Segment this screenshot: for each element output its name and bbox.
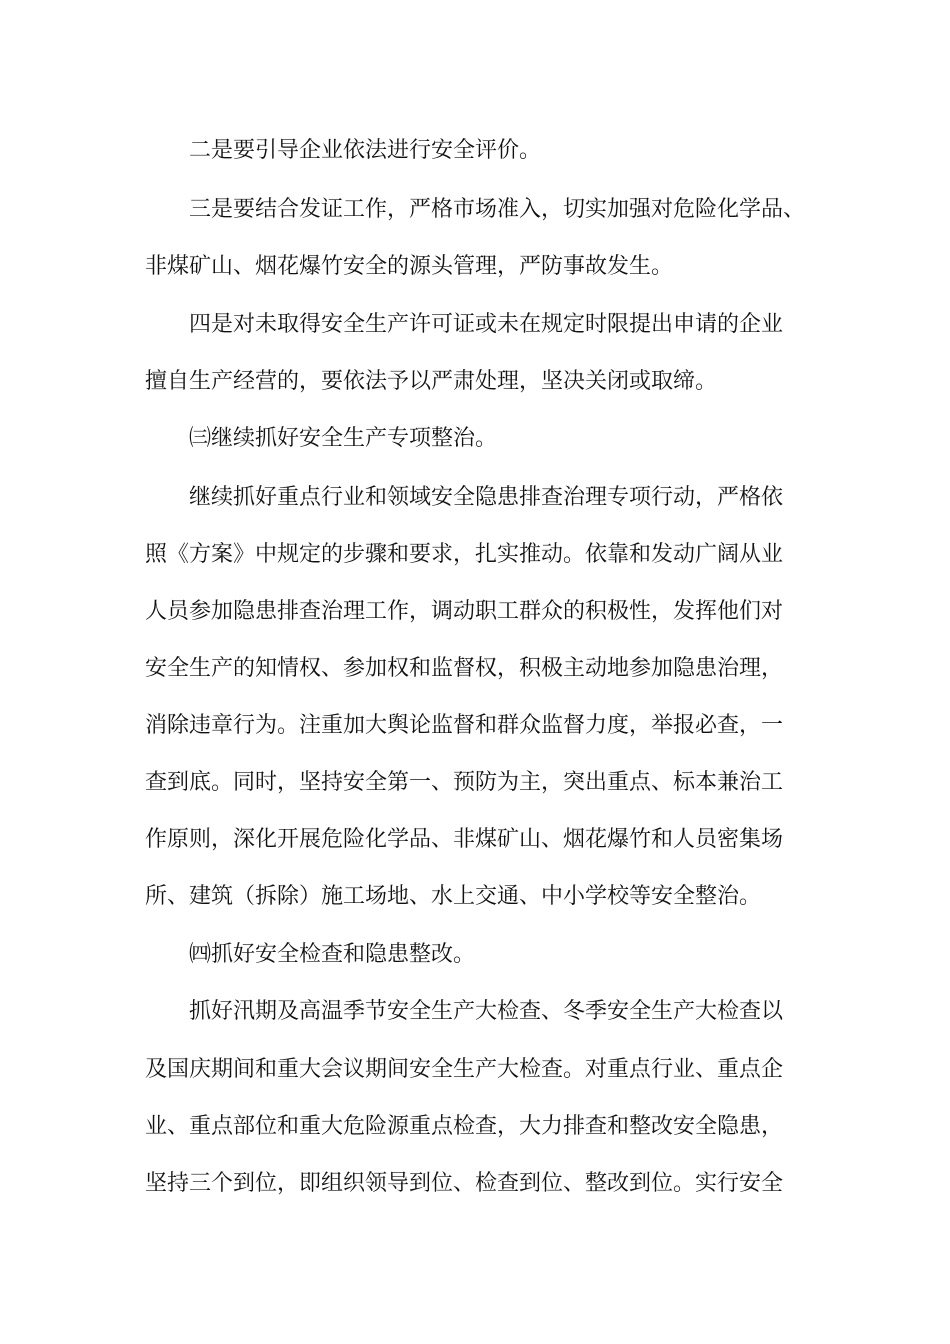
section-heading: ㈣抓好安全检查和隐患整改。 <box>189 942 476 967</box>
paragraph-line: 继续抓好重点行业和领域安全隐患排查治理专项行动，严格依 <box>189 485 784 510</box>
paragraph-line: 消除违章行为。注重加大舆论监督和群众监督力度，举报必查，一 <box>145 713 784 738</box>
section-heading: ㈢继续抓好安全生产专项整治。 <box>189 426 498 451</box>
paragraph-line: 及国庆期间和重大会议期间安全生产大检查。对重点行业、重点企 <box>145 1057 784 1082</box>
paragraph-line: 非煤矿山、烟花爆竹安全的源头管理，严防事故发生。 <box>145 254 674 279</box>
paragraph-line: 所、建筑（拆除）施工场地、水上交通、中小学校等安全整治。 <box>145 884 762 909</box>
paragraph-line: 二是要引导企业依法进行安全评价。 <box>189 138 542 163</box>
paragraph-line: 坚持三个到位，即组织领导到位、检查到位、整改到位。实行安全 <box>145 1171 784 1196</box>
paragraph-line: 安全生产的知情权、参加权和监督权，积极主动地参加隐患治理， <box>145 656 784 681</box>
paragraph-line: 人员参加隐患排查治理工作，调动职工群众的积极性，发挥他们对 <box>145 599 784 624</box>
paragraph-line: 作原则，深化开展危险化学品、非煤矿山、烟花爆竹和人员密集场 <box>145 827 784 852</box>
paragraph-line: 业、重点部位和重大危险源重点检查，大力排查和整改安全隐患， <box>145 1114 784 1139</box>
paragraph-line: 四是对未取得安全生产许可证或未在规定时限提出申请的企业 <box>189 312 784 337</box>
paragraph-line: 三是要结合发证工作，严格市场准入，切实加强对危险化学品、 <box>189 197 806 222</box>
paragraph-line: 擅自生产经营的，要依法予以严肃处理，坚决关闭或取缔。 <box>145 369 718 394</box>
paragraph-line: 查到底。同时，坚持安全第一、预防为主，突出重点、标本兼治工 <box>145 770 784 795</box>
paragraph-line: 照《方案》中规定的步骤和要求，扎实推动。依靠和发动广阔从业 <box>145 542 784 567</box>
paragraph-line: 抓好汛期及高温季节安全生产大检查、冬季安全生产大检查以 <box>189 999 784 1024</box>
